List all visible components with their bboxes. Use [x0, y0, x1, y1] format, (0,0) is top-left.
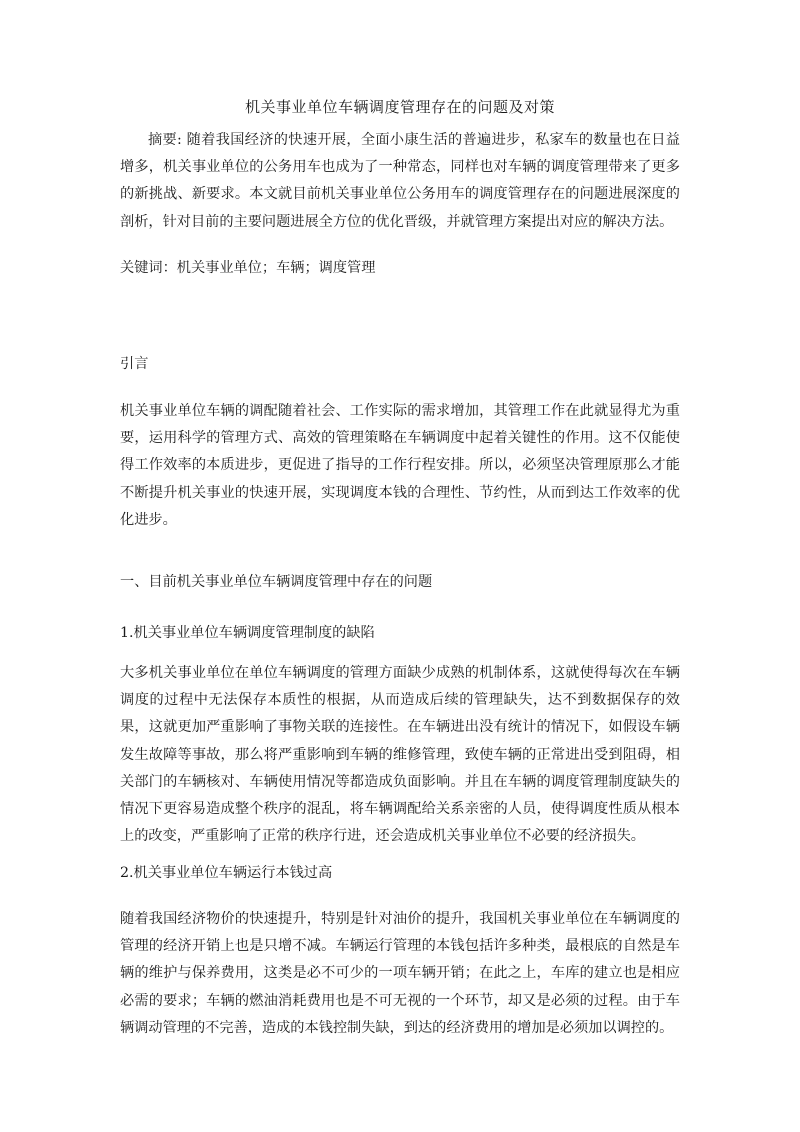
subsection-1-heading: 1.机关事业单位车辆调度管理制度的缺陷: [120, 625, 375, 641]
intro-paragraph: 机关事业单位车辆的调配随着社会、工作实际的需求增加，其管理工作在此就显得尤为重要，运用科学的管理方式、高效的管理策略在车辆调度中起着关键性的作用。这不仅能使得工作效率的本质进步，更促进了指导的工作行程安排。所以，必须坚决管理原那么才能不断提升机关事业的快速开展，实现调度本钱的合理性、节约性，从而到达工作效率的优化进步。: [120, 403, 680, 528]
section-1-heading: 一、目前机关事业单位车辆调度管理中存在的问题: [120, 574, 433, 590]
abstract-paragraph: 摘要: 随着我国经济的快速开展，全面小康生活的普遍进步，私家车的数量也在日益增多，机关事业单位的公务用车也成为了一种常态，同样也对车辆的调度管理带来了更多的新挑战、新要求。本文就目前机关事业单位公务用车的调度管理存在的问题进展深度的剖析，针对目前的主要问题进展全方位的优化晋级，并就管理方案提出对应的解决方法。: [120, 132, 680, 230]
subsection-1-paragraph: 大多机关事业单位在单位车辆调度的管理方面缺少成熟的机制体系，这就使得每次在车辆调度的过程中无法保存本质性的根据，从而造成后续的管理缺失，达不到数据保存的效果，这就更加严重影响了事物关联的连接性。在车辆进出没有统计的情况下，如假设车辆发生故障等事故，那么将严重影响到车辆的维修管理，致使车辆的正常进出受到阻碍，相关部门的车辆核对、车辆使用情况等都造成负面影响。并且在车辆的调度管理制度缺失的情况下更容易造成整个秩序的混乱，将车辆调配给关系亲密的人员，使得调度性质从根本上的改变，严重影响了正常的秩序行进，还会造成机关事业单位不必要的经济损失。: [120, 665, 680, 845]
subsection-2-heading: 2.机关事业单位车辆运行本钱过高: [120, 865, 333, 881]
keywords-line: 关键词：机关事业单位；车辆；调度管理: [120, 260, 376, 276]
intro-heading: 引言: [120, 356, 149, 372]
subsection-2-paragraph: 随着我国经济物价的快速提升，特别是针对油价的提升，我国机关事业单位在车辆调度的管理的经济开销上也是只增不减。车辆运行管理的本钱包括许多种类，最根底的自然是车辆的维护与保养费用，这类是必不可少的一项车辆开销；在此之上，车库的建立也是相应必需的要求；车辆的燃油消耗费用也是不可无视的一个环节，却又是必须的过程。由于车辆调动管理的不完善，造成的本钱控制失缺，到达的经济费用的增加是必须加以调控的。: [120, 911, 680, 1036]
document-title: 机关事业单位车辆调度管理存在的问题及对策: [244, 98, 555, 116]
